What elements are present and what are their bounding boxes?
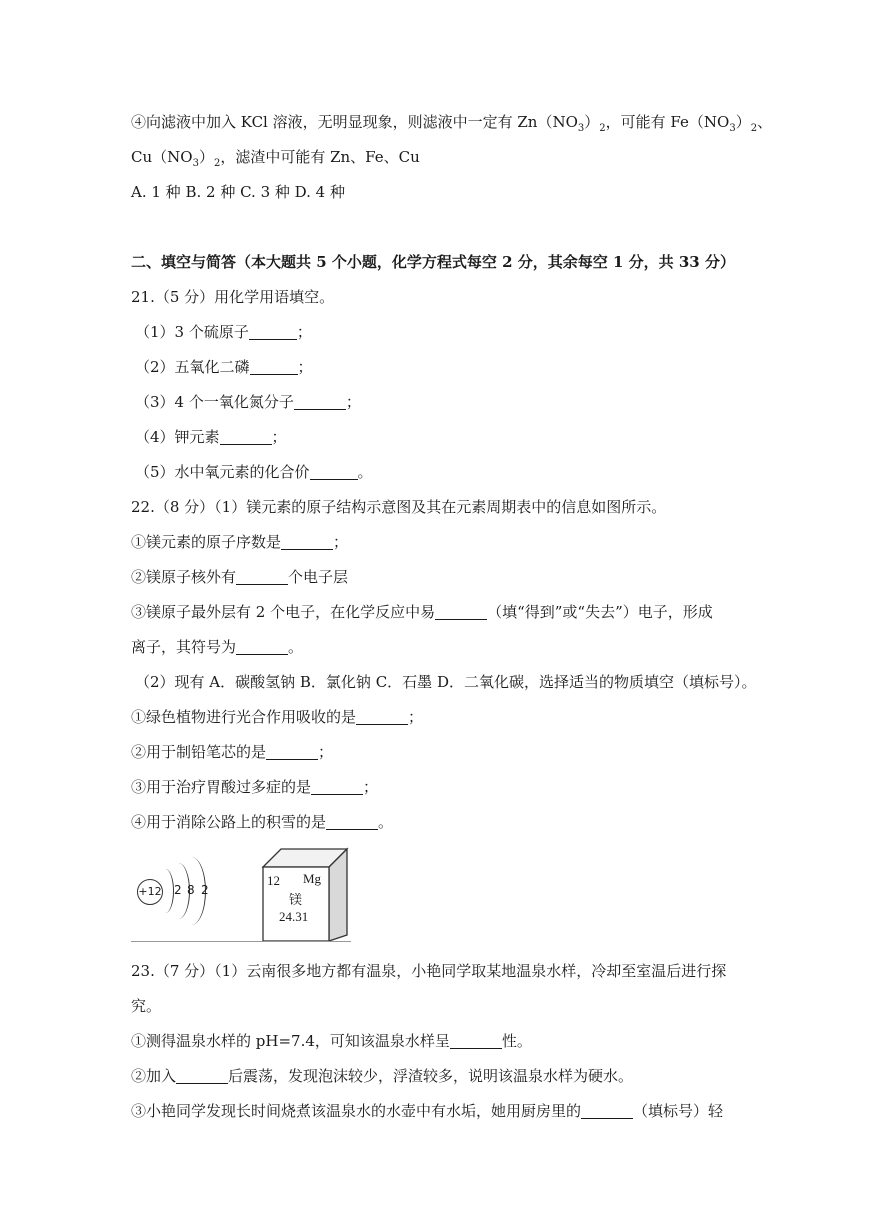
q22-part2-item-2: ②用于制铅笔芯的是 ； xyxy=(131,743,334,761)
figure-divider xyxy=(131,941,351,942)
section2-heading: 二、填空与简答（本大题共 5 个小题，化学方程式每空 2 分，其余每空 1 分，共 33 分） xyxy=(131,253,735,271)
cube-outline-icon xyxy=(259,845,351,941)
shell-electrons-2: 8 xyxy=(187,883,195,897)
atom-structure-diagram xyxy=(131,863,251,923)
q23-p2: ②加入 后震荡，发现泡沫较少，浮渣较多，说明该温泉水样为硬水。 xyxy=(131,1067,634,1085)
q22-p3b: 离子，其符号为 。 xyxy=(131,638,304,656)
element-name: 镁 xyxy=(289,892,303,907)
answer-blank[interactable] xyxy=(249,324,297,340)
shell-electrons-3: 2 xyxy=(201,883,209,897)
answer-blank[interactable] xyxy=(311,779,363,795)
q21-item-3: （3）4 个一氧化氮分子 ； xyxy=(135,393,361,411)
q21-item-1: （1）3 个硫原子 ； xyxy=(135,323,312,341)
answer-blank[interactable] xyxy=(450,1033,502,1049)
q23-stem-line1: 23.（7 分）（1）云南很多地方都有温泉，小艳同学取某地温泉水样，冷却至室温后进行探 xyxy=(131,962,727,980)
shell-electrons-1: 2 xyxy=(174,883,182,897)
answer-blank[interactable] xyxy=(581,1103,633,1119)
answer-blank[interactable] xyxy=(281,534,333,550)
q21-stem: 21.（5 分）用化学用语填空。 xyxy=(131,288,335,306)
magnesium-figure xyxy=(131,845,351,942)
answer-blank[interactable] xyxy=(176,1068,228,1084)
nucleus: +12 xyxy=(137,879,163,905)
answer-blank[interactable] xyxy=(266,744,318,760)
element-number: 12 xyxy=(267,873,280,888)
atomic-mass: 24.31 xyxy=(279,909,309,924)
q20-options: A. 1 种 B. 2 种 C. 3 种 D. 4 种 xyxy=(131,183,345,201)
q21-item-4: （4）钾元素 ； xyxy=(135,428,287,446)
periodic-table-cell xyxy=(259,845,351,941)
q22-part2-item-1: ①绿色植物进行光合作用吸收的是 ； xyxy=(131,708,424,726)
answer-blank[interactable] xyxy=(220,429,272,445)
element-symbol: Mg xyxy=(303,871,322,886)
q23-p1: ①测得温泉水样的 pH=7.4，可知该温泉水样呈 性。 xyxy=(131,1032,532,1050)
q22-part2-stem: （2）现有 A．碳酸氢钠 B．氯化钠 C．石墨 D．二氧化碳，选择适当的物质填空（填标号）。 xyxy=(135,673,757,691)
answer-blank[interactable] xyxy=(310,464,358,480)
q22-p3: ③镁原子最外层有 2 个电子，在化学反应中易 （填“得到”或“失去”）电子，形成 xyxy=(131,603,713,621)
q20-item4-line2: $Cu(NO_3)_2$，滤渣中可能有 Zn、Fe、Cu xyxy=(131,148,420,169)
q22-part2-item-4: ④用于消除公路上的积雪的是 。 xyxy=(131,813,394,831)
answer-blank[interactable] xyxy=(250,359,298,375)
q21-item-5: （5）水中氧元素的化合价 。 xyxy=(135,463,373,481)
answer-blank[interactable] xyxy=(294,394,346,410)
q21-item-2: （2）五氧化二磷 ； xyxy=(135,358,313,376)
answer-blank[interactable] xyxy=(326,814,378,830)
q22-p1: ①镁元素的原子序数是 ； xyxy=(131,533,349,551)
q22-stem: 22.（8 分）（1）镁元素的原子结构示意图及其在元素周期表中的信息如图所示。 xyxy=(131,498,667,516)
q23-stem-line2: 究。 xyxy=(131,997,162,1015)
q22-p2: ②镁原子核外有 个电子层 xyxy=(131,568,349,586)
answer-blank[interactable] xyxy=(356,709,408,725)
answer-blank[interactable] xyxy=(236,639,288,655)
q22-part2-item-3: ③用于治疗胃酸过多症的是 ； xyxy=(131,778,379,796)
answer-blank[interactable] xyxy=(236,569,288,585)
q23-p3: ③小艳同学发现长时间烧煮该温泉水的水壶中有水垢，她用厨房里的 （填标号）轻 xyxy=(131,1102,724,1120)
answer-blank[interactable] xyxy=(435,604,487,620)
q20-item4-line1: ④向滤液中加入 KCl 溶液，无明显现象，则滤液中一定有 $Zn(NO_3)_2$，可能有 $Fe(NO_3)_2$、 xyxy=(131,113,773,134)
